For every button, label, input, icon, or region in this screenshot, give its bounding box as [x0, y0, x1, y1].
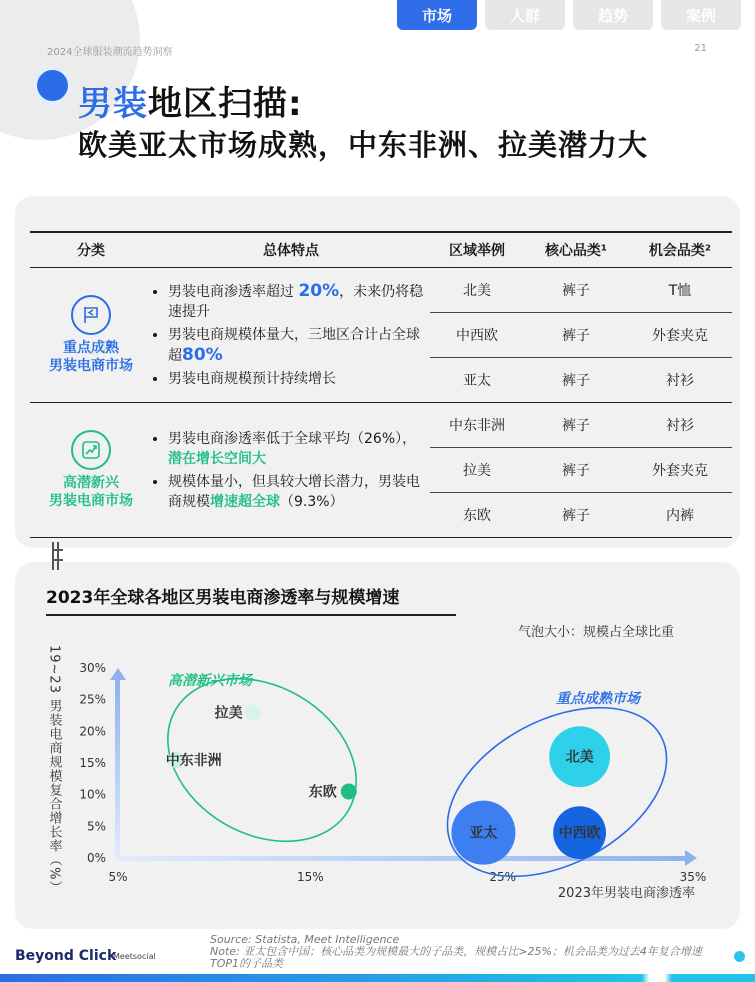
x-tick-label: 15% [296, 870, 324, 884]
x-tick-label: 25% [489, 870, 517, 884]
opp-cell: 外套夹克 [628, 448, 732, 493]
category-label-line2: 男装电商市场 [49, 358, 133, 374]
x-axis-label: 2023年男装电商渗透率 [557, 886, 695, 901]
list-item: • 男装电商渗透率超过 20%，未来仍将稳速提升 [168, 281, 430, 322]
category-label-line1: 重点成熟 [63, 340, 119, 356]
core-cell: 裤子 [524, 358, 628, 403]
note-text: Note: 亚太包含中国；核心品类为规模最大的子品类，规模占比>25%；机会品类为过去4年复合增速TOP1的子品类 [210, 945, 702, 970]
bubble-label: 北美 [565, 749, 594, 766]
region-cell: 亚太 [430, 358, 524, 403]
y-tick-label: 20% [79, 724, 106, 739]
x-axis-arrow [685, 850, 697, 866]
tab-market[interactable]: 市场 [397, 0, 477, 30]
header-features: 总体特点 [152, 232, 430, 268]
report-name: 2024全球服装潮流趋势洞察 [47, 47, 173, 58]
source-note [210, 934, 730, 970]
y-tick-label: 25% [79, 692, 106, 707]
bubble-point [341, 784, 357, 800]
core-cell: 裤子 [524, 403, 628, 448]
core-cell: 裤子 [524, 448, 628, 493]
x-tick-label: 5% [108, 870, 128, 884]
opp-cell: T恤 [628, 268, 732, 313]
title-rest: 地区扫描: [148, 84, 303, 124]
group-label-emerging: 高潜新兴市场 [168, 673, 252, 689]
core-cell: 裤子 [524, 313, 628, 358]
region-cell: 北美 [430, 268, 524, 313]
bubble-point [245, 704, 261, 720]
bubble-label: 亚太 [469, 825, 498, 842]
category-label-line1: 高潜新兴 [63, 475, 119, 491]
region-cell: 中东非洲 [430, 403, 524, 448]
opp-cell: 衬衫 [628, 403, 732, 448]
region-cell: 中西欧 [430, 313, 524, 358]
title-highlight: 男装 [78, 84, 148, 124]
logo-beyondclick: Beyond Click [15, 948, 117, 964]
footer-bar [0, 974, 755, 982]
y-tick-label: 15% [79, 756, 106, 770]
list-item: • 男装电商规模体量大，三地区合计占全球超80% [168, 325, 430, 366]
header-region: 区域举例 [430, 232, 524, 268]
bubble-label: 中东非洲 [165, 752, 222, 769]
group-label-mature: 重点成熟市场 [556, 691, 640, 707]
y-axis-label: 19~23 男装电商规模复合增长率（%） [46, 645, 62, 895]
region-cell: 拉美 [430, 448, 524, 493]
x-axis [118, 856, 687, 861]
page-subtitle: 欧美亚太市场成熟，中东非洲、拉美潜力大 [78, 128, 649, 162]
bubble-label: 拉美 [214, 705, 243, 722]
x-tick-label: 35% [679, 870, 707, 884]
y-tick-label: 10% [79, 787, 106, 802]
tab-people[interactable]: 人群 [485, 0, 565, 30]
page-number: 21 [694, 43, 707, 54]
header-core: 核心品类¹ [524, 232, 628, 268]
core-cell: 裤子 [524, 268, 628, 313]
opp-cell: 外套夹克 [628, 313, 732, 358]
source-text: Source: Statista, Meet Intelligence [210, 933, 400, 946]
group-ellipse-mature [419, 673, 695, 911]
y-tick-label: 0% [86, 851, 106, 865]
region-cell: 东欧 [430, 493, 524, 538]
y-tick-label: 30% [79, 661, 106, 675]
bubble-label: 东欧 [308, 784, 337, 801]
opp-cell: 衬衫 [628, 358, 732, 403]
tab-cases[interactable]: 案例 [661, 0, 741, 30]
tab-trends[interactable]: 趋势 [573, 0, 653, 30]
list-item: • 男装电商渗透率低于全球平均（26%），潜在增长空间大 [168, 429, 430, 469]
y-tick-label: 5% [86, 819, 106, 834]
y-axis-arrow [110, 668, 126, 680]
footer-dot-icon [734, 951, 745, 962]
list-item: • 男装电商规模预计持续增长 [168, 369, 430, 389]
opp-cell: 内裤 [628, 493, 732, 538]
header-category: 分类 [30, 232, 152, 268]
logo-meetsocial: Meetsocial [113, 952, 156, 961]
core-cell: 裤子 [524, 493, 628, 538]
list-item: • 规模体量小，但具较大增长潜力，男装电商规模增速超全球（9.3%） [168, 472, 430, 512]
chart-title: 2023年全球各地区男装电商渗透率与规模增速 [46, 583, 456, 616]
category-label-line2: 男装电商市场 [49, 493, 133, 509]
header-opportunity: 机会品类² [628, 232, 732, 268]
bubble-label: 中西欧 [558, 825, 601, 842]
bubble-size-note: 气泡大小：规模占全球比重 [518, 625, 675, 640]
y-axis [115, 678, 120, 860]
